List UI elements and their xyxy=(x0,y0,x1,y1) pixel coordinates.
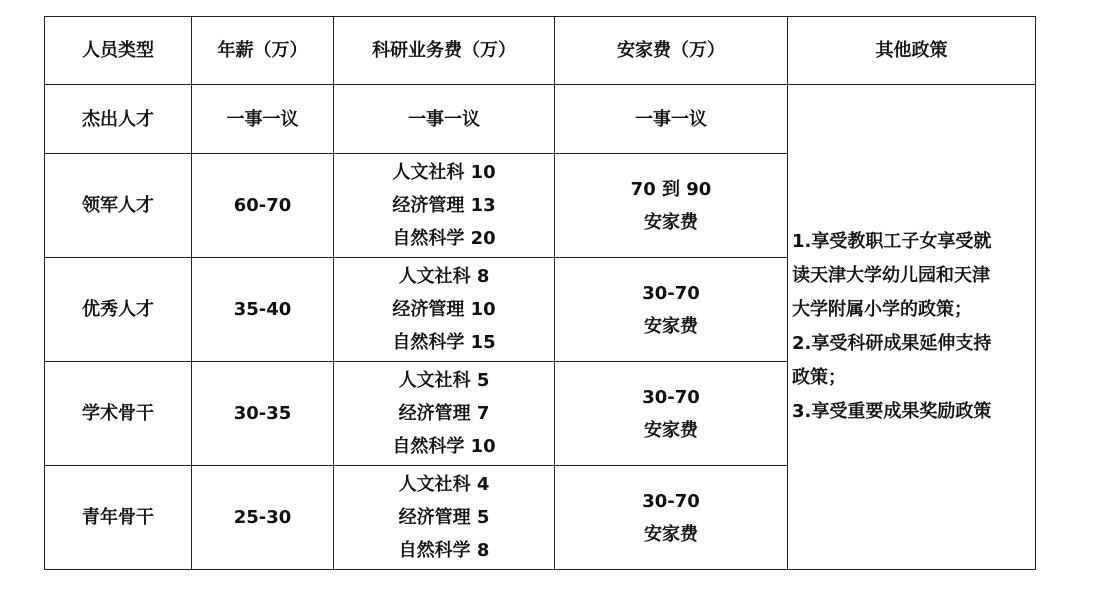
other-policy-cell xyxy=(788,85,1036,570)
header-cell: 安家费（万） xyxy=(555,17,788,85)
settle-cell xyxy=(555,466,788,570)
research-cell xyxy=(334,258,555,362)
research-line: 人文社科 10 xyxy=(392,162,496,183)
research-cell: 一事一议 xyxy=(334,85,555,154)
research-line: 经济管理 10 xyxy=(392,299,496,320)
research-line: 经济管理 7 xyxy=(398,403,490,424)
settle-line: 30-70 xyxy=(642,386,700,408)
header-cell: 其他政策 xyxy=(788,17,1036,85)
research-line: 人文社科 4 xyxy=(398,474,490,495)
type-cell: 优秀人才 xyxy=(45,258,192,362)
type-cell: 学术骨干 xyxy=(45,362,192,466)
settle-line: 安家费 xyxy=(644,523,698,545)
salary-cell: 30-35 xyxy=(192,362,334,466)
header-cell: 年薪（万） xyxy=(192,17,334,85)
research-line: 人文社科 5 xyxy=(398,370,490,391)
other-policy-line: 1.享受教职工子女享受就 xyxy=(792,231,992,252)
header-cell: 人员类型 xyxy=(45,17,192,85)
table-header-row xyxy=(45,17,1036,85)
type-cell: 青年骨干 xyxy=(45,466,192,570)
salary-cell: 35-40 xyxy=(192,258,334,362)
other-policy-line: 读天津大学幼儿园和天津 xyxy=(792,265,990,286)
settle-cell xyxy=(555,154,788,258)
other-policy-line: 3.享受重要成果奖励政策 xyxy=(792,401,992,422)
other-policy-line: 大学附属小学的政策； xyxy=(792,299,972,320)
salary-cell: 一事一议 xyxy=(192,85,334,154)
settle-cell: 一事一议 xyxy=(555,85,788,154)
settle-line: 30-70 xyxy=(642,282,700,304)
research-line: 自然科学 8 xyxy=(398,540,490,561)
settle-line: 30-70 xyxy=(642,490,700,512)
research-line: 经济管理 13 xyxy=(392,195,496,216)
table-row xyxy=(45,85,1036,154)
settle-line: 安家费 xyxy=(644,315,698,337)
other-policy-line: 2.享受科研成果延伸支持 xyxy=(792,333,992,354)
talent-policy-table xyxy=(44,16,1036,570)
salary-cell: 25-30 xyxy=(192,466,334,570)
settle-cell xyxy=(555,258,788,362)
settle-line: 70 到 90 xyxy=(630,178,712,200)
research-cell xyxy=(334,362,555,466)
settle-cell xyxy=(555,362,788,466)
research-cell xyxy=(334,466,555,570)
research-cell xyxy=(334,154,555,258)
salary-cell: 60-70 xyxy=(192,154,334,258)
research-line: 自然科学 15 xyxy=(392,332,496,353)
settle-line: 安家费 xyxy=(644,211,698,233)
research-line: 自然科学 10 xyxy=(392,436,496,457)
type-cell: 领军人才 xyxy=(45,154,192,258)
research-line: 人文社科 8 xyxy=(398,266,490,287)
other-policy-line: 政策； xyxy=(792,367,846,388)
header-cell: 科研业务费（万） xyxy=(334,17,555,85)
type-cell: 杰出人才 xyxy=(45,85,192,154)
settle-line: 安家费 xyxy=(644,419,698,441)
research-line: 经济管理 5 xyxy=(398,507,490,528)
research-line: 自然科学 20 xyxy=(392,228,496,249)
